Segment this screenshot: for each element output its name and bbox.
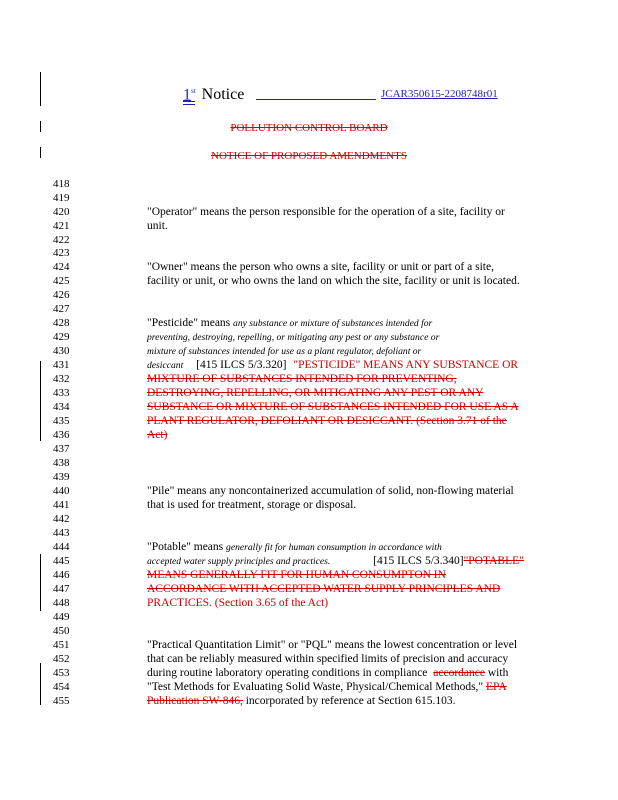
line-number: 441 [53,499,70,511]
line-number: 429 [53,331,70,343]
pesticide-deleted-2: DESTROYING, REPELLING, OR MITIGATING ANY PEST OR ANY [147,387,484,399]
double-underline [183,101,195,105]
potable-statute-2: accepted water supply principles and practices. [147,556,331,567]
line-number: 423 [53,247,70,259]
line-number: 454 [53,681,70,693]
line-number: 440 [53,485,70,497]
line-number: 431 [53,359,70,371]
line-number: 447 [53,583,70,595]
line-number: 451 [53,639,70,651]
pql-line-5-end: incorporated by reference at Section 615.103. [242,695,456,707]
notice-superscript: st [191,87,196,95]
pql-deleted-publication: Publication SW-846, [147,695,243,707]
line-number: 450 [53,625,70,637]
pql-deleted-epa: EPA [486,681,507,693]
pile-line-1: "Pile" means any noncontainerized accumulation of solid, non-flowing material [147,485,514,497]
line-number: 425 [53,275,70,287]
change-bar [40,361,41,441]
operator-line-1: "Operator" means the person responsible for the operation of a site, facility or [147,206,505,218]
pesticide-citation: [415 ILCS 5/3.320] [196,359,287,371]
line-number: 438 [53,457,70,469]
owner-line-2: facility or unit, or who owns the land on which the site, facility or unit is located. [147,275,520,287]
pql-line-4-text: "Test Methods for Evaluating Solid Waste, Physical/Chemical Methods," [147,681,486,693]
pesticide-deleted-4: PLANT REGULATOR, DEFOLIANT OR DESICCANT. (Section 3.71 of the [147,415,507,427]
pql-line-3-text: during routine laboratory operating conditions in compliance [147,667,431,679]
line-number: 446 [53,569,70,581]
pql-deleted-accordance: accordance [433,667,485,679]
doc-id[interactable]: JCAR350615-2208748r01 [381,88,498,100]
potable-citation: [415 ILCS 5/3.340] [373,555,464,567]
line-number: 421 [53,220,70,232]
line-number: 435 [53,415,70,427]
potable-deleted-1: MEANS GENERALLY FIT FOR HUMAN CONSUMPTON IN [147,569,446,581]
line-number: 433 [53,387,70,399]
line-number: 430 [53,345,70,357]
line-number: 424 [53,261,70,273]
pile-line-2: that is used for treatment, storage or disposal. [147,499,357,511]
potable-inserted-3: PRACTICES. (Section 3.65 of the Act) [147,597,329,609]
line-number: 445 [53,555,70,567]
line-number: 442 [53,513,70,525]
pesticide-statute-4: desiccant [147,360,184,371]
potable-deleted-2: ACCORDANCE WITH ACCEPTED WATER SUPPLY PRINCIPLES AND [147,583,501,595]
line-number: 432 [53,373,70,385]
pesticide-statute-3: mixture of substances intended for use as a plant regulator, defoliant or [147,346,422,357]
line-number: 443 [53,527,70,539]
line-number: 434 [53,401,70,413]
notice-label: Notice [201,86,245,104]
pql-line-2: that can be reliably measured within specified limits of precision and accuracy [147,653,509,665]
potable-line-1 [147,541,442,554]
potable-term: "Potable" means [147,541,227,553]
line-number: 453 [53,667,70,679]
line-number: 455 [53,695,70,707]
pql-line-1: "Practical Quantitation Limit" or "PQL" means the lowest concentration or level [147,639,518,651]
notice-number: 1 [183,86,191,104]
pql-line-5 [147,695,456,708]
pesticide-deleted-3: SUBSTANCE OR MIXTURE OF SUBSTANCES INTENDED FOR USE AS A [147,401,519,413]
line-number: 420 [53,206,70,218]
line-number: 418 [53,178,70,190]
line-number: 419 [53,192,70,204]
notice-title: NOTICE OF PROPOSED AMENDMENTS [211,150,407,162]
operator-line-2: unit. [147,220,168,232]
pesticide-statute-1: any substance or mixture of substances intended for [233,318,433,329]
pesticide-deleted-1: MIXTURE OF SUBSTANCES INTENDED FOR PREVENTING, [147,373,457,385]
pql-line-3-end: with [485,667,509,679]
owner-line-1: "Owner" means the person who owns a site, facility or unit or part of a site, [147,261,494,273]
line-number: 452 [53,653,70,665]
change-bar [40,663,41,705]
line-number: 437 [53,443,70,455]
notice-underline [256,99,376,100]
potable-deleted-start: "POTABLE" [463,555,524,567]
potable-line-2 [147,555,524,568]
line-number: 444 [53,541,70,553]
change-bar [40,554,41,611]
line-number: 449 [53,611,70,623]
line-number: 448 [53,597,70,609]
line-number: 428 [53,317,70,329]
line-number: 426 [53,289,70,301]
pesticide-term: "Pesticide" means [147,317,234,329]
potable-statute-1: generally fit for human consumption in accordance with [226,542,442,553]
pesticide-statute-2: preventing, destroying, repelling, or mitigating any pest or any substance or [147,332,440,343]
board-title: POLLUTION CONTROL BOARD [230,122,388,134]
line-number: 427 [53,303,70,315]
pesticide-deleted-5: Act) [147,429,168,441]
line-number: 422 [53,234,70,246]
pesticide-inserted: "PESTICIDE" MEANS ANY SUBSTANCE OR [293,359,519,371]
change-bar [40,72,41,106]
line-number: 439 [53,471,70,483]
pql-line-3 [147,667,508,680]
pesticide-line-1 [147,317,432,330]
line-number: 436 [53,429,70,441]
pesticide-line-4 [147,359,518,372]
pql-line-4 [147,681,507,694]
